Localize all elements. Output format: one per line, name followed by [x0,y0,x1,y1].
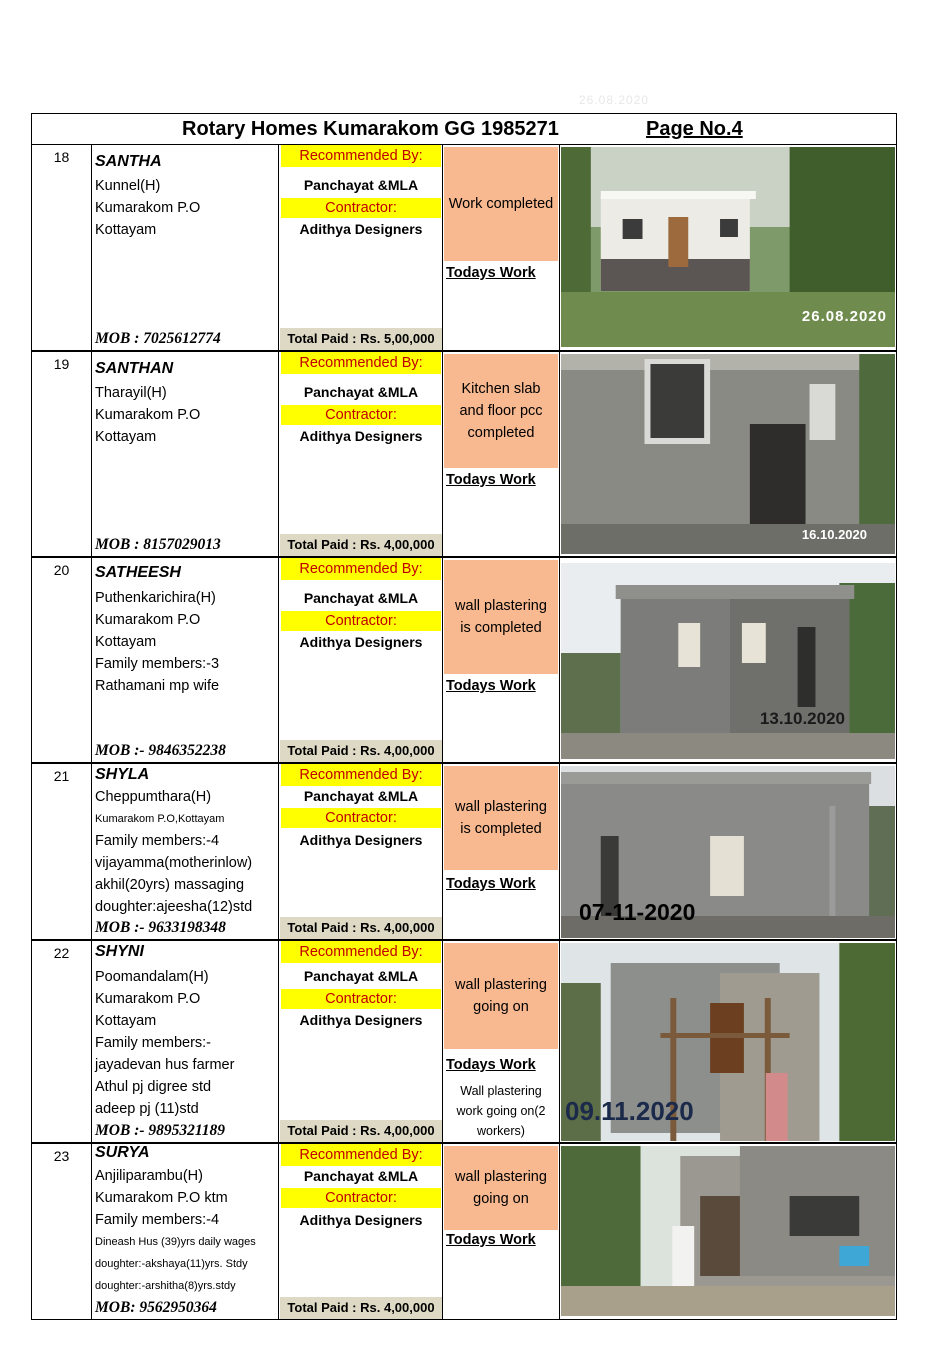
mobile-number: MOB : 8157029013 [95,536,221,553]
address-block [95,587,219,697]
photo-date-stamp: 16.10.2020 [801,527,867,542]
row-number: 19 [53,356,70,372]
beneficiary-name: SHYLA [95,766,150,783]
address-block [95,966,234,1120]
recommended-by: Panchayat &MLA [303,788,419,804]
recommended-by: Panchayat &MLA [303,968,419,984]
status-cell [444,1146,558,1230]
contractor-label: Contractor: [281,808,441,828]
progress-sheet [31,113,897,1320]
address-block [95,175,200,241]
status-text: wall plastering going on [455,977,547,1015]
mobile-number: MOB :- 9895321189 [95,1122,226,1139]
faint-date-watermark: 26.08.2020 [579,93,650,107]
mobile-number: MOB :- 9846352238 [95,742,226,759]
address-line: Kottayam [95,429,157,445]
address-line: Family members:-4 [95,1212,220,1228]
beneficiary-name: SHYNI [95,943,144,960]
todays-work-label: Todays Work [446,876,536,892]
contractor-label: Contractor: [281,405,441,425]
contractor-name: Adithya Designers [299,221,423,237]
address-line: doughter:ajeesha(12)std [95,899,253,915]
beneficiary-row-18 [32,145,896,352]
address-line: Anjiliparambu(H) [95,1168,203,1184]
address-line: Kumarakom P.O [95,612,201,628]
site-photo [561,563,895,759]
total-paid: Total Paid : Rs. 4,00,000 [280,534,442,556]
site-photo [561,354,895,554]
total-paid: Total Paid : Rs. 4,00,000 [280,1297,442,1319]
recommended-label: Recommended By: [281,145,441,167]
photo-date-stamp: 07-11-2020 [579,899,696,925]
contractor-name: Adithya Designers [299,1212,423,1228]
status-cell [444,147,558,261]
photo-date-stamp: 26.08.2020 [801,308,887,325]
title-row [32,114,896,145]
status-cell [444,354,558,468]
address-line: jayadevan hus farmer [95,1057,235,1073]
status-cell [444,766,558,870]
beneficiary-name: SATHEESH [95,564,181,581]
page-number: Page No.4 [646,118,743,140]
mobile-number: MOB :- 9633198348 [95,919,226,936]
beneficiary-row-19 [32,352,896,558]
status-text: Work completed [448,196,554,212]
photo-date-stamp: 09.11.2020 [565,1096,694,1126]
status-text: Kitchen slab and floor pcc completed [459,381,543,441]
address-line: Tharayil(H) [95,385,167,401]
row-number: 18 [53,149,70,165]
address-line: Cheppumthara(H) [95,789,212,805]
address-line: Kumarakom P.O [95,991,201,1007]
row-number: 22 [53,945,70,961]
total-paid: Total Paid : Rs. 4,00,000 [280,740,442,762]
total-paid: Total Paid : Rs. 4,00,000 [280,917,442,939]
status-cell [444,560,558,674]
contractor-label: Contractor: [281,198,441,218]
status-text: wall plastering is completed [455,598,547,636]
todays-work-label: Todays Work [446,1232,536,1248]
row-number: 23 [53,1148,70,1164]
address-line: Kumarakom P.O ktm [95,1190,228,1206]
total-paid: Total Paid : Rs. 5,00,000 [280,328,442,350]
address-line: Family members:-4 [95,833,220,849]
total-paid: Total Paid : Rs. 4,00,000 [280,1120,442,1142]
recommended-label: Recommended By: [281,764,441,786]
beneficiary-name: SANTHA [95,153,162,170]
contractor-name: Adithya Designers [299,634,423,650]
recommended-by: Panchayat &MLA [303,384,419,400]
address-line: vijayamma(motherinlow) [95,855,253,871]
contractor-label: Contractor: [281,1188,441,1208]
site-photo [561,1146,895,1316]
address-block [95,1165,256,1297]
beneficiary-row-22 [32,941,896,1144]
contractor-label: Contractor: [281,989,441,1009]
site-photo [561,147,895,347]
recommended-label: Recommended By: [281,1144,441,1166]
recommended-by: Panchayat &MLA [303,177,419,193]
todays-work-label: Todays Work [446,472,536,488]
contractor-name: Adithya Designers [299,1012,423,1028]
row-number: 21 [53,768,70,784]
recommended-by: Panchayat &MLA [303,1168,419,1184]
contractor-label: Contractor: [281,611,441,631]
address-line: Kottayam [95,1013,157,1029]
address-line: Kumarakom P.O [95,200,201,216]
address-line: adeep pj (11)std [95,1101,199,1117]
address-line: Dineash Hus (39)yrs daily wages [95,1236,256,1248]
beneficiary-name: SANTHAN [95,360,174,377]
address-line: Kunnel(H) [95,178,161,194]
recommended-by: Panchayat &MLA [303,590,419,606]
todays-work-label: Todays Work [446,265,536,281]
recommended-label: Recommended By: [281,352,441,374]
status-cell [444,943,558,1049]
address-line: Poomandalam(H) [95,969,209,985]
recommended-label: Recommended By: [281,558,441,580]
address-line: Athul pj digree std [95,1079,212,1095]
address-line: akhil(20yrs) massaging [95,877,245,893]
address-line: Kottayam [95,222,157,238]
beneficiary-row-21 [32,764,896,941]
todays-work-label: Todays Work [446,1057,536,1073]
row-number: 20 [53,562,70,578]
status-text: wall plastering is completed [455,799,547,837]
mobile-number: MOB: 9562950364 [95,1299,217,1316]
address-line: Kottayam [95,634,157,650]
address-block [95,382,200,448]
address-line: doughter:-akshaya(11)yrs. Stdy [95,1258,248,1270]
todays-work-note: Wall plastering work going on(2 workers) [456,1084,546,1138]
beneficiary-row-23 [32,1144,896,1319]
status-text: wall plastering going on [455,1169,547,1207]
todays-work-label: Todays Work [446,678,536,694]
contractor-name: Adithya Designers [299,428,423,444]
address-line: Puthenkarichira(H) [95,590,216,606]
address-line: Kumarakom P.O [95,407,201,423]
contractor-name: Adithya Designers [299,832,423,848]
beneficiary-row-20 [32,558,896,764]
mobile-number: MOB : 7025612774 [95,330,221,347]
site-photo [561,766,895,938]
address-line: doughter:-arshitha(8)yrs.stdy [95,1280,236,1292]
photo-date-stamp: 13.10.2020 [759,709,845,728]
recommended-label: Recommended By: [281,941,441,963]
address-line: Rathamani mp wife [95,678,220,694]
beneficiary-name: SURYA [95,1144,150,1161]
address-line: Kumarakom P.O,Kottayam [95,813,225,825]
site-photo [561,943,895,1141]
address-block [95,786,252,918]
address-line: Family members:-3 [95,656,220,672]
page-title: Rotary Homes Kumarakom GG 1985271 [182,118,559,140]
address-line: Family members:- [95,1035,212,1051]
